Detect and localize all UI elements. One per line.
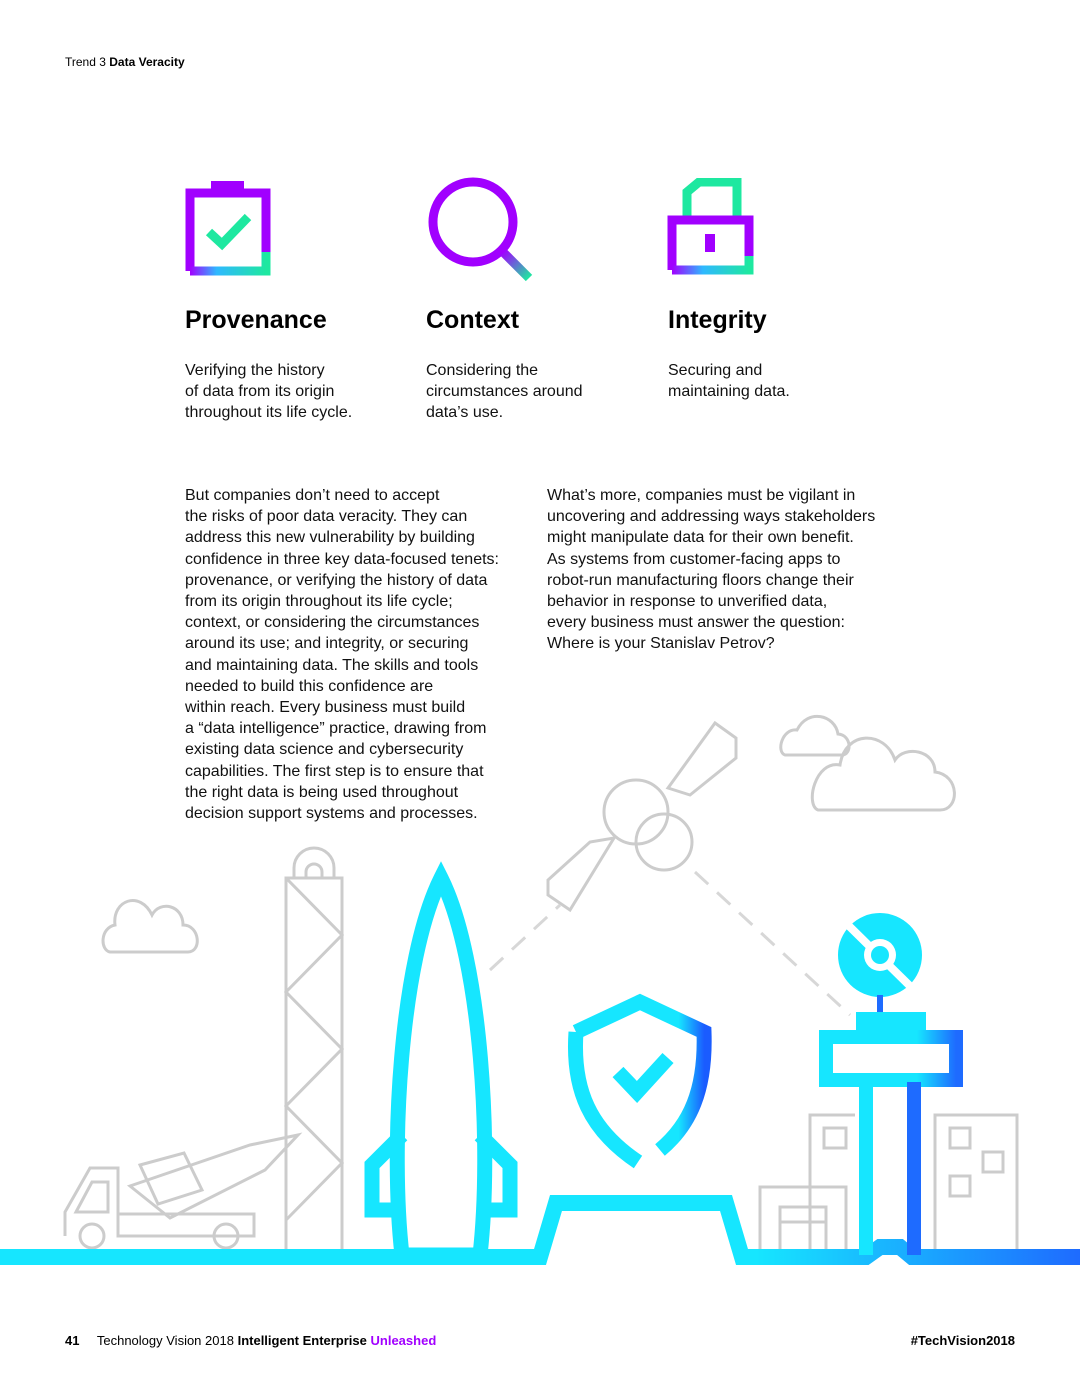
signal-line xyxy=(490,905,560,970)
cloud-icon xyxy=(103,716,954,952)
publication-title: Technology Vision 2018 xyxy=(96,1333,234,1348)
rocket-icon xyxy=(372,878,510,1255)
page-number: 41 xyxy=(65,1333,80,1348)
body-paragraph-right: What’s more, companies must be vigilant in uncovering and addressing ways stakeholders might manipulate data for their own benefit. As systems from customer-facing apps to robot-run manufacturing floors change their behavior in response to unverified data, every business must answer the question: Where is your Stanislav Petrov? xyxy=(547,487,876,653)
padlock-icon xyxy=(667,178,757,278)
running-header xyxy=(65,55,185,69)
launch-tower-icon xyxy=(286,848,342,1253)
body-paragraph-left: But companies don’t need to accept the risks of poor data veracity. They can address this new vulnerability by building confidence in three key data-focused tenets: provenance, or verifying the history of data from its origin throughout its life cycle; context, or considering the circumstances around its use; and integrity, or securing and maintaining data. The skills and tools needed to build this confidence are within reach. Every business must build a “data intelligence” practice, drawing from existing data science and cybersecurity capabilities. The first step is to ensure that the right data is being used throughout decision support systems and processes. xyxy=(185,487,499,823)
brand-title: Intelligent Enterprise xyxy=(237,1333,367,1348)
trend-label: Trend 3 xyxy=(65,55,106,69)
pillar-title-integrity: Integrity xyxy=(668,306,767,334)
shield-check-icon xyxy=(575,1002,704,1162)
signal-line xyxy=(695,872,850,1015)
magnifier-icon xyxy=(425,174,535,284)
brand-accent: Unleashed xyxy=(370,1333,437,1348)
pillar-desc-provenance: Verifying the history of data from its origin throughout its life cycle. xyxy=(185,362,353,421)
clipboard-check-icon xyxy=(185,180,275,280)
pillar-desc-integrity: Securing and maintaining data. xyxy=(668,362,790,400)
missile-truck-icon xyxy=(65,1135,298,1248)
page-footer xyxy=(65,1333,436,1348)
pillar-desc-context: Considering the circumstances around data’s use. xyxy=(426,362,583,421)
pillar-title-provenance: Provenance xyxy=(185,306,327,334)
pillar-title-context: Context xyxy=(426,306,520,334)
trend-title: Data Veracity xyxy=(109,55,185,69)
building-icon xyxy=(760,1115,1017,1253)
security-scene-illustration xyxy=(0,700,1080,1280)
hashtag: #TechVision2018 xyxy=(910,1333,1015,1348)
